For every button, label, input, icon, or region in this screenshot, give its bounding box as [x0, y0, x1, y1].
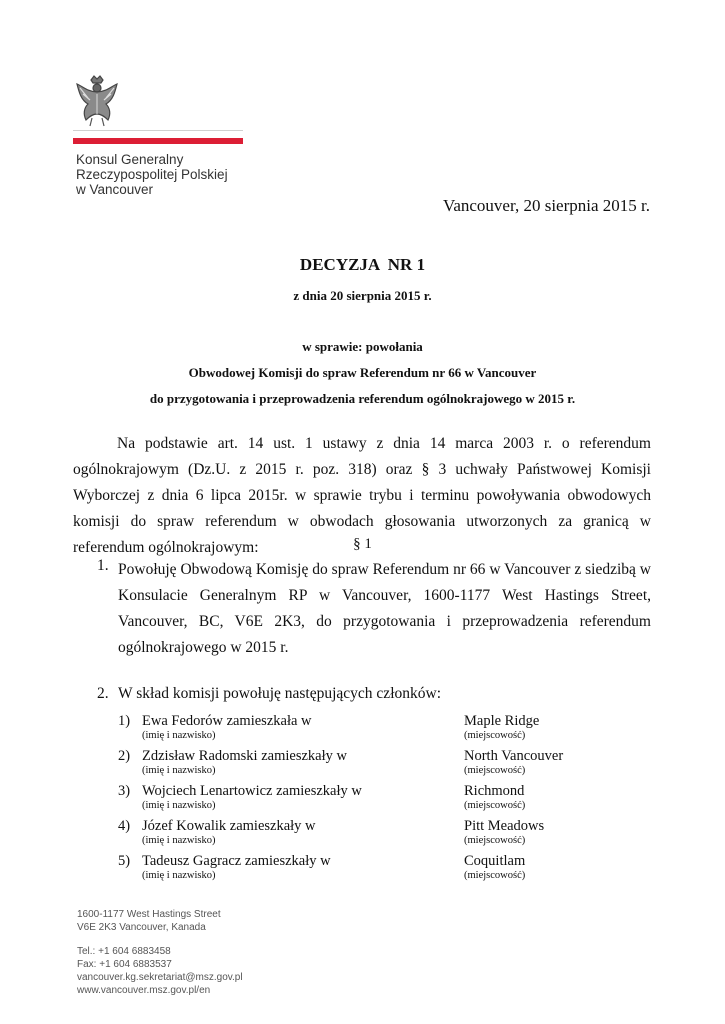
- member-number: 5): [118, 853, 131, 869]
- footer-contact: [77, 945, 243, 997]
- decision-date: z dnia 20 sierpnia 2015 r.: [293, 288, 432, 303]
- footer-line: 1600-1177 West Hastings Street: [77, 909, 221, 920]
- member-name: Wojciech Lenartowicz zamieszkały w: [142, 783, 362, 799]
- member-place-caption: (miejscowość): [464, 870, 526, 881]
- subject-line: Obwodowej Komisji do spraw Referendum nr 66 w Vancouver: [188, 365, 537, 380]
- subject-line: w sprawie: powołania: [302, 339, 423, 354]
- item-1-text: Powołuję Obwodową Komisję do spraw Referendum nr 66 w Vancouver z siedzibą w Konsulacie Generalnym RP w Vancouver, 1600-1177 West Hastings Street, Vancouver, BC, V6E 2K3, do przygotowania i przeprowadzenia referendum ogólnokrajowego w 2015 r.: [118, 561, 651, 656]
- member-name: Ewa Fedorów zamieszkała w: [142, 713, 312, 729]
- footer-website-link[interactable]: www.vancouver.msz.gov.pl/en: [77, 985, 211, 996]
- member-place: Pitt Meadows: [464, 818, 545, 834]
- header-rule-red: [73, 138, 243, 144]
- footer-email-link[interactable]: vancouver.kg.sekretariat@msz.gov.pl: [77, 972, 243, 983]
- footer-line: V6E 2K3 Vancouver, Kanada: [77, 922, 206, 933]
- section-mark: § 1: [353, 536, 372, 552]
- member-row: [118, 713, 578, 749]
- decision-subject: [0, 334, 725, 412]
- member-name-caption: (imię i nazwisko): [142, 870, 216, 881]
- member-place-caption: (miejscowość): [464, 800, 526, 811]
- member-name: Tadeusz Gagracz zamieszkały w: [142, 853, 331, 869]
- polish-eagle-emblem-icon: [74, 74, 120, 128]
- member-row: [118, 748, 578, 784]
- member-row: [118, 818, 578, 854]
- issuer-line: w Vancouver: [76, 182, 154, 197]
- issuer-name: [76, 152, 228, 197]
- member-name: Zdzisław Radomski zamieszkały w: [142, 748, 347, 764]
- member-place-caption: (miejscowość): [464, 835, 526, 846]
- decision-title: DECYZJA NR 1: [299, 255, 426, 274]
- footer-fax: Fax: +1 604 6883537: [77, 959, 172, 970]
- header-rule-gray: [73, 130, 243, 131]
- legal-basis-paragraph: Na podstawie art. 14 ust. 1 ustawy z dnia 14 marca 2003 r. o referendum ogólnokrajowym (Dz.U. z 2015 r. poz. 318) oraz § 3 uchwały Państwowej Komisji Wyborczej z dnia 6 lipca 2015r. w sprawie trybu i terminu powoływania obwodowych komisji do spraw referendum w obwodach głosowania utworzonych za granicą w referendum ogólnokrajowym:: [73, 435, 651, 556]
- member-name-caption: (imię i nazwisko): [142, 835, 216, 846]
- member-place-caption: (miejscowość): [464, 765, 526, 776]
- member-number: 4): [118, 818, 131, 834]
- member-number: 1): [118, 713, 131, 729]
- member-name-caption: (imię i nazwisko): [142, 765, 216, 776]
- issuer-line: Rzeczypospolitej Polskiej: [76, 167, 228, 182]
- member-row: [118, 783, 578, 819]
- member-name-caption: (imię i nazwisko): [142, 800, 216, 811]
- item-2-text: W skład komisji powołuję następujących członków:: [118, 685, 441, 702]
- member-name-caption: (imię i nazwisko): [142, 730, 216, 741]
- member-place: Maple Ridge: [464, 713, 540, 729]
- member-number: 3): [118, 783, 131, 799]
- issuer-line: Konsul Generalny: [76, 152, 184, 167]
- member-place-caption: (miejscowość): [464, 730, 526, 741]
- member-number: 2): [118, 748, 131, 764]
- member-row: [118, 853, 578, 889]
- footer-address: [77, 908, 221, 934]
- item-number: 2.: [97, 685, 109, 702]
- footer-phone: Tel.: +1 604 6883458: [77, 946, 171, 957]
- subject-line: do przygotowania i przeprowadzenia referendum ogólnokrajowego w 2015 r.: [149, 391, 576, 406]
- member-place: North Vancouver: [464, 748, 564, 764]
- date-line: Vancouver, 20 sierpnia 2015 r.: [442, 196, 650, 215]
- member-name: Józef Kowalik zamieszkały w: [142, 818, 316, 834]
- member-place: Richmond: [464, 783, 525, 799]
- member-place: Coquitlam: [464, 853, 526, 869]
- item-number: 1.: [97, 557, 109, 574]
